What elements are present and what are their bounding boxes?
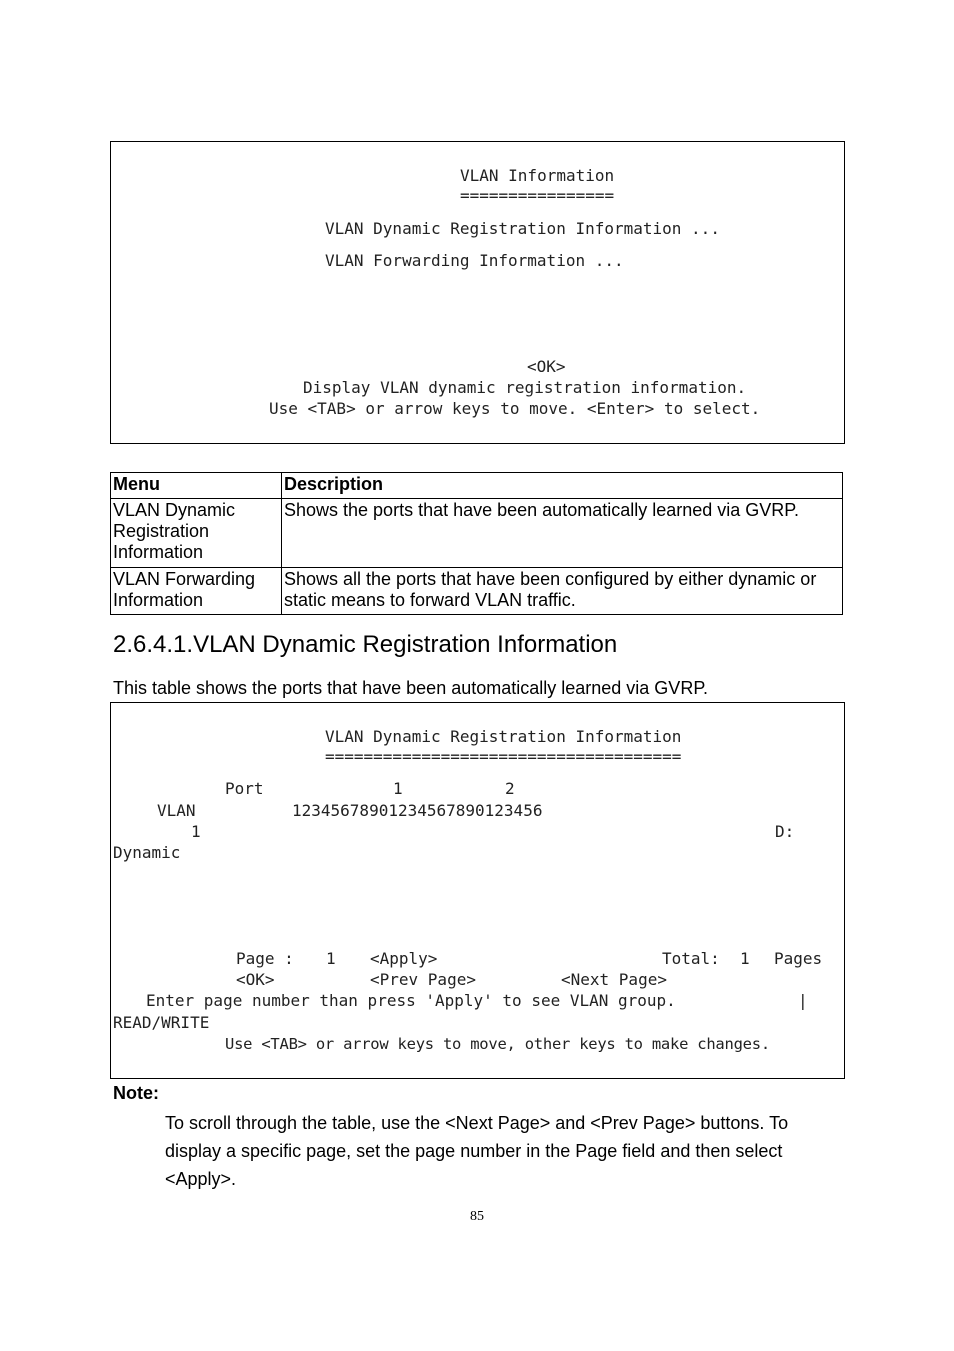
access-mode: READ/WRITE (113, 1013, 210, 1032)
screen-title-rule: ===================================== (325, 747, 682, 766)
prev-page-button[interactable]: <Prev Page> (370, 970, 476, 989)
screen-hint: Display VLAN dynamic registration information. (303, 378, 747, 397)
row-description: Shows the ports that have been automatically learned via GVRP. (282, 499, 843, 568)
table-row (111, 499, 843, 568)
vlan-label: VLAN (157, 801, 196, 820)
menu-item-forwarding[interactable]: VLAN Forwarding Information ... (325, 251, 624, 270)
note-text: To scroll through the table, use the <Next Page> and <Prev Page> buttons. To display a specific page, set the page number in the Page field and then select <Apply>. (165, 1113, 789, 1189)
port-digits: 12345678901234567890123456 (292, 801, 543, 820)
section-intro: This table shows the ports that have been automatically learned via GVRP. (113, 678, 709, 698)
section-heading: 2.6.4.1.VLAN Dynamic Registration Information (113, 631, 618, 658)
row-menu: VLAN Forwarding Information (111, 568, 282, 615)
vlan-id: 1 (191, 822, 201, 841)
screen-help: Use <TAB> or arrow keys to move. <Enter> to select. (269, 399, 761, 418)
pages-label: Pages (774, 949, 823, 968)
page-number: 85 (470, 1209, 484, 1224)
page-number-field[interactable]: 1 (326, 949, 336, 968)
menu-description-table (110, 472, 843, 615)
next-page-button[interactable]: <Next Page> (561, 970, 667, 989)
table-header-row (111, 473, 843, 499)
header-menu: Menu (111, 473, 282, 499)
separator: | (798, 991, 808, 1010)
vlan-dynamic-registration-screen (110, 702, 845, 1079)
apply-button[interactable]: <Apply> (370, 949, 438, 968)
vlan-information-screen (110, 141, 845, 444)
total-value: 1 (740, 949, 750, 968)
header-description: Description (282, 473, 843, 499)
port-tens-2: 2 (505, 779, 515, 798)
note-label: Note: (113, 1083, 159, 1103)
port-tens-1: 1 (393, 779, 403, 798)
screen-title: VLAN Dynamic Registration Information (325, 727, 682, 746)
port-label: Port (225, 779, 264, 798)
row-description: Shows all the ports that have been configured by either dynamic or static means to forward VLAN traffic. (282, 568, 843, 615)
table-row (111, 568, 843, 615)
ok-button[interactable]: <OK> (236, 970, 275, 989)
screen-title-rule: ================ (460, 186, 615, 205)
legend-value: Dynamic (113, 843, 181, 862)
total-label: Total: (662, 949, 720, 968)
legend-key: D: (775, 822, 795, 841)
page-label: Page : (236, 949, 294, 968)
ok-button[interactable]: <OK> (527, 357, 566, 376)
row-menu: VLAN Dynamic Registration Information (111, 499, 282, 568)
menu-item-dynamic-registration[interactable]: VLAN Dynamic Registration Information ... (325, 219, 720, 238)
screen-hint: Enter page number than press 'Apply' to see VLAN group. (146, 991, 676, 1010)
screen-help: Use <TAB> or arrow keys to move, other keys to make changes. (225, 1035, 770, 1053)
screen-title: VLAN Information (460, 166, 615, 185)
